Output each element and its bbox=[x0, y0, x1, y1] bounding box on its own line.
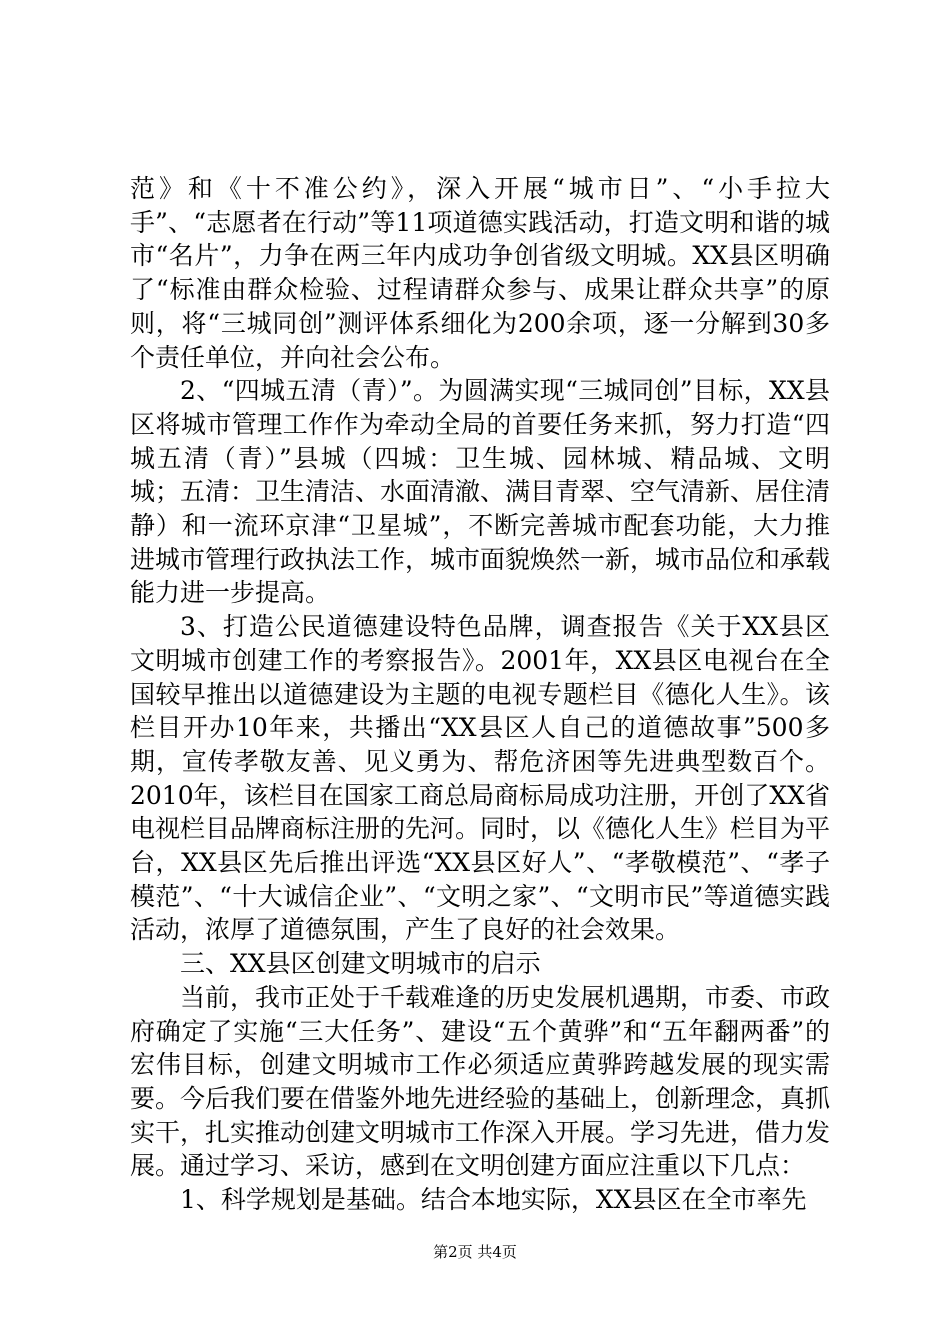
document-body bbox=[130, 172, 830, 1217]
paragraph-intro: 当前，我市正处于千载难逢的历史发展机遇期，市委、市政府确定了实施“三大任务”、建设“五个黄骅”和“五年翻两番”的宏伟目标，创建文明城市工作必须适应黄骅跨越发展的现实需要。今后我们要在借鉴外地先进经验的基础上，创新理念，真抓实干，扎实推动创建文明城市工作深入开展。学习先进，借力发展。通过学习、采访，感到在文明创建方面应注重以下几点： bbox=[130, 982, 831, 1181]
paragraph-item-3: 3、打造公民道德建设特色品牌，调查报告《关于XX县区文明城市创建工作的考察报告》。2001年，XX县区电视台在全国较早推出以道德建设为主题的电视专题栏目《德化人生》。该栏目开办10年来，共播出“XX县区人自己的道德故事”500多期，宣传孝敬友善、见义勇为、帮危济困等先进典型数百个。2010年，该栏目在国家工商总局商标局成功注册，开创了XX省电视栏目品牌商标注册的先河。同时，以《德化人生》栏目为平台，XX县区先后推出评选“XX县区好人”、“孝敬模范”、“孝子模范”、“十大诚信企业”、“文明之家”、“文明市民”等道德实践活动，浓厚了道德氛围，产生了良好的社会效果。 bbox=[130, 612, 831, 945]
page-number-footer: 第2页 共4页 bbox=[433, 1243, 517, 1261]
paragraph-continuation: 范》和《十不准公约》，深入开展“城市日”、“小手拉大手”、“志愿者在行动”等11项道德实践活动，打造文明和谐的城市“名片”，力争在两三年内成功争创省级文明城。XX县区明确了“标准由群众检验、过程请群众参与、成果让群众共享”的原则，将“三城同创”测评体系细化为200余项，逐一分解到30多个责任单位，并向社会公布。 bbox=[130, 174, 830, 372]
paragraph-item-2: 2、“四城五清（青）”。为圆满实现“三城同创”目标，XX县区将城市管理工作作为牵动全局的首要任务来抓，努力打造“四城五清（青）”县城（四城：卫生城、园林城、精品城、文明城；五清：卫生清洁、水面清澈、满目青翠、空气清新、居住清静）和一流环京津“卫星城”，不断完善城市配套功能，大力推进城市管理行政执法工作，城市面貌焕然一新，城市品位和承载能力进一步提高。 bbox=[130, 376, 831, 608]
section-heading: 三、XX县区创建文明城市的启示 bbox=[180, 949, 541, 979]
paragraph-item-1: 1、科学规划是基础。结合本地实际，XX县区在全市率先 bbox=[180, 1185, 807, 1215]
